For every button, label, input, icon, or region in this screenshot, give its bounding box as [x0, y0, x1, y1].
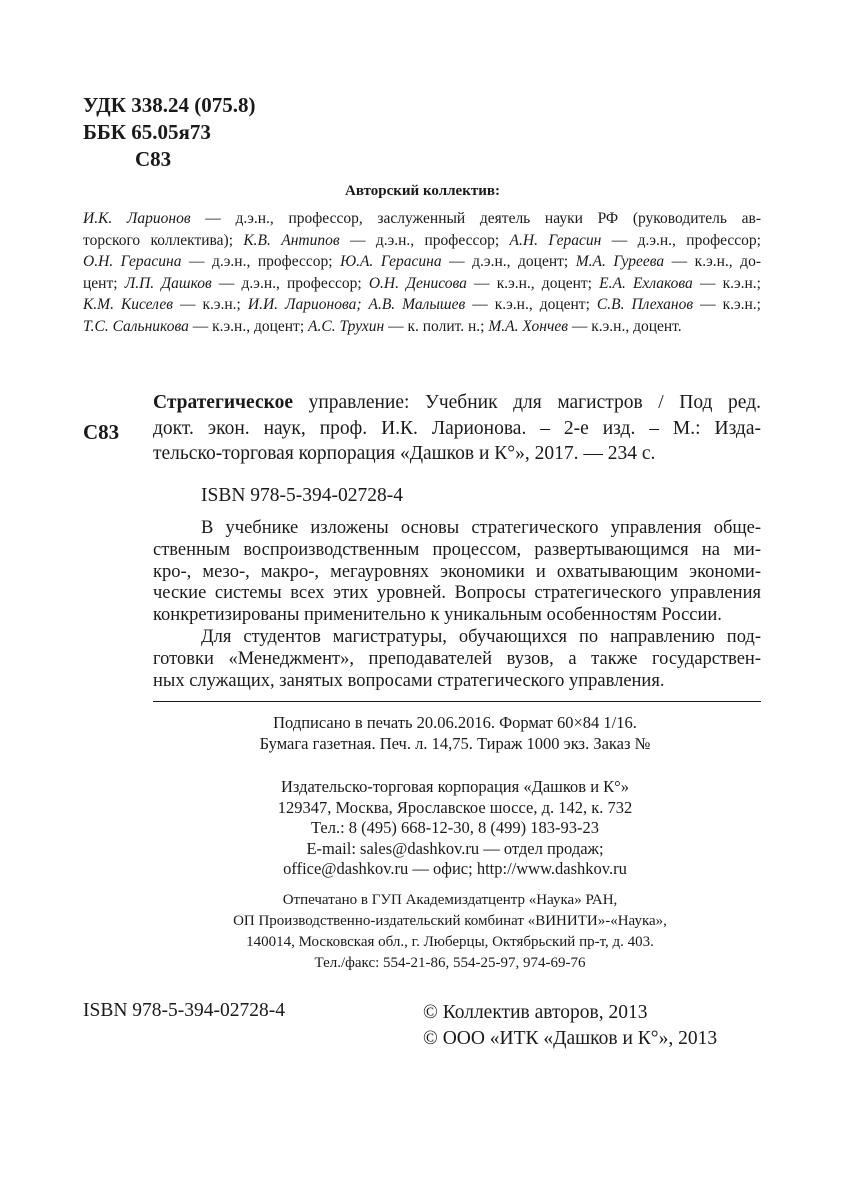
publisher-info — [0, 777, 845, 880]
printer-info — [0, 890, 845, 974]
author-name: А.С. Трухин — [308, 317, 385, 335]
author-credentials: цент; — [83, 274, 125, 292]
bib-line: тельско-торговая корпорация «Дашков и К°», 2017. — 234 с. — [153, 443, 656, 464]
publisher-line: Издательско-торговая корпорация «Дашков и К°» — [280, 777, 630, 796]
author-credentials: — д.э.н., профессор; — [211, 274, 369, 292]
author-name: М.А. Гуреева — [575, 253, 665, 270]
printer-line: 140014, Московская обл., г. Люберцы, Октябрьский пр-т, д. 403. — [246, 934, 654, 950]
isbn-top: ISBN 978-5-394-02728-4 — [201, 485, 404, 506]
author-credentials: — к.э.н., доцент; — [466, 274, 600, 292]
classification-codes — [83, 92, 255, 173]
publisher-line: 129347, Москва, Ярославское шоссе, д. 142, к. 732 — [277, 797, 633, 817]
bib-line: докт. экон. наук, проф. И.К. Ларионова. – 2-е изд. – М.: Изда- — [153, 417, 761, 439]
printer-line: ОП Производственно-издательский комбинат «ВИНИТИ»-«Наука», — [233, 913, 667, 929]
publisher-line: E-mail: sales@dashkov.ru — отдел продаж; — [306, 838, 604, 858]
author-credentials: — к. полит. н.; — [384, 317, 489, 335]
author-credentials: — д.э.н., профессор, заслуженный деятель науки РФ (руководитель ав- — [190, 210, 761, 227]
author-name: Л.П. Дашков — [124, 274, 212, 292]
author-credentials: — к.э.н., до- — [664, 253, 761, 270]
author-credentials: — к.э.н.; — [172, 296, 248, 313]
annotation-line: ственным воспроизводственным процессом, развертывающимся на ми- — [153, 539, 761, 560]
author-collective — [83, 208, 761, 337]
collective-line — [83, 208, 761, 230]
annotation-line: кро-, мезо-, макро-, мегауровнях экономики и охватывающим экономи- — [153, 561, 761, 582]
author-name: А.Н. Герасин — [509, 231, 602, 249]
author-name: О.Н. Герасина — [83, 253, 182, 270]
author-name: Е.А. Ехлакова — [599, 274, 693, 292]
author-credentials: торского коллектива); — [83, 231, 244, 249]
publisher-line: office@dashkov.ru — офис; http://www.dashkov.ru — [283, 859, 627, 879]
author-name: С.В. Плеханов — [596, 296, 694, 313]
author-name: О.Н. Денисова — [368, 274, 467, 292]
collective-line — [83, 273, 761, 295]
author-name: М.А. Хончев — [488, 317, 568, 335]
author-name: К.М. Киселев — [83, 296, 173, 313]
annotation-line: конкретизированы применительно к уникальным особенностям России. — [153, 605, 722, 626]
bib-line — [153, 390, 761, 416]
publisher-line: Тел.: 8 (495) 668-12-30, 8 (499) 183-93-23 — [310, 818, 600, 838]
book-title: Стратегическое — [153, 392, 293, 413]
bib-line-rest: управление: Учебник для магистров / Под ред. — [293, 392, 761, 413]
author-credentials: — д.э.н., доцент; — [441, 253, 576, 270]
side-author-sign: С83 — [83, 420, 120, 444]
author-name: Т.С. Сальникова — [83, 317, 189, 335]
collective-line — [83, 316, 761, 338]
author-credentials: — к.э.н., доцент; — [465, 296, 597, 313]
collective-title: Авторский коллектив: — [345, 183, 500, 199]
collective-line — [83, 230, 761, 252]
author-credentials: — д.э.н., профессор; — [339, 231, 510, 249]
copyright-line: © Коллектив авторов, 2013 — [423, 1002, 648, 1023]
print-imprint — [0, 713, 845, 754]
annotation-line: Для студентов магистратуры, обучающихся по направлению под- — [201, 626, 761, 647]
printer-line: Отпечатано в ГУП Академиздатцентр «Наука» РАН, — [282, 892, 618, 908]
udk-code: УДК 338.24 (075.8) — [83, 93, 256, 117]
annotation-line: В учебнике изложены основы стратегического управления обще- — [201, 518, 761, 538]
annotation — [153, 518, 761, 692]
imprint-line: Подписано в печать 20.06.2016. Формат 60×84 1/16. — [273, 713, 637, 732]
author-name: И.И. Ларионова; А.В. Малышев — [247, 296, 466, 313]
divider — [153, 701, 761, 702]
copyright-line: © ООО «ИТК «Дашков и К°», 2013 — [423, 1028, 718, 1049]
author-name: К.В. Антипов — [243, 231, 340, 249]
annotation-line: ческие системы всех этих уровней. Вопросы стратегического управления — [153, 583, 761, 604]
author-name: И.К. Ларионов — [83, 210, 191, 227]
annotation-line: ных служащих, занятых вопросами стратегического управления. — [153, 670, 665, 691]
author-credentials: — к.э.н.; — [693, 296, 761, 313]
author-name: Ю.А. Герасина — [340, 253, 442, 270]
author-sign: С83 — [135, 147, 172, 171]
copyright — [423, 1000, 717, 1052]
author-credentials: — к.э.н., доцент. — [567, 317, 682, 335]
printer-line: Тел./факс: 554-21-86, 554-25-97, 974-69-76 — [314, 955, 586, 971]
author-credentials: — к.э.н.; — [692, 274, 761, 292]
collective-line — [83, 251, 761, 273]
collective-line — [83, 294, 761, 316]
annotation-line: готовки «Менеджмент», преподавателей вузов, а также государствен- — [153, 648, 761, 669]
bibliographic-description — [153, 390, 761, 467]
bbk-code: ББК 65.05я73 — [83, 120, 211, 144]
author-credentials: — д.э.н., профессор; — [601, 231, 761, 249]
author-credentials: — д.э.н., профессор; — [181, 253, 341, 270]
imprint-line: Бумага газетная. Печ. л. 14,75. Тираж 1000 экз. Заказ № — [259, 733, 651, 753]
isbn-bottom: ISBN 978-5-394-02728-4 — [83, 1000, 286, 1021]
author-credentials: — к.э.н., доцент; — [188, 317, 309, 335]
